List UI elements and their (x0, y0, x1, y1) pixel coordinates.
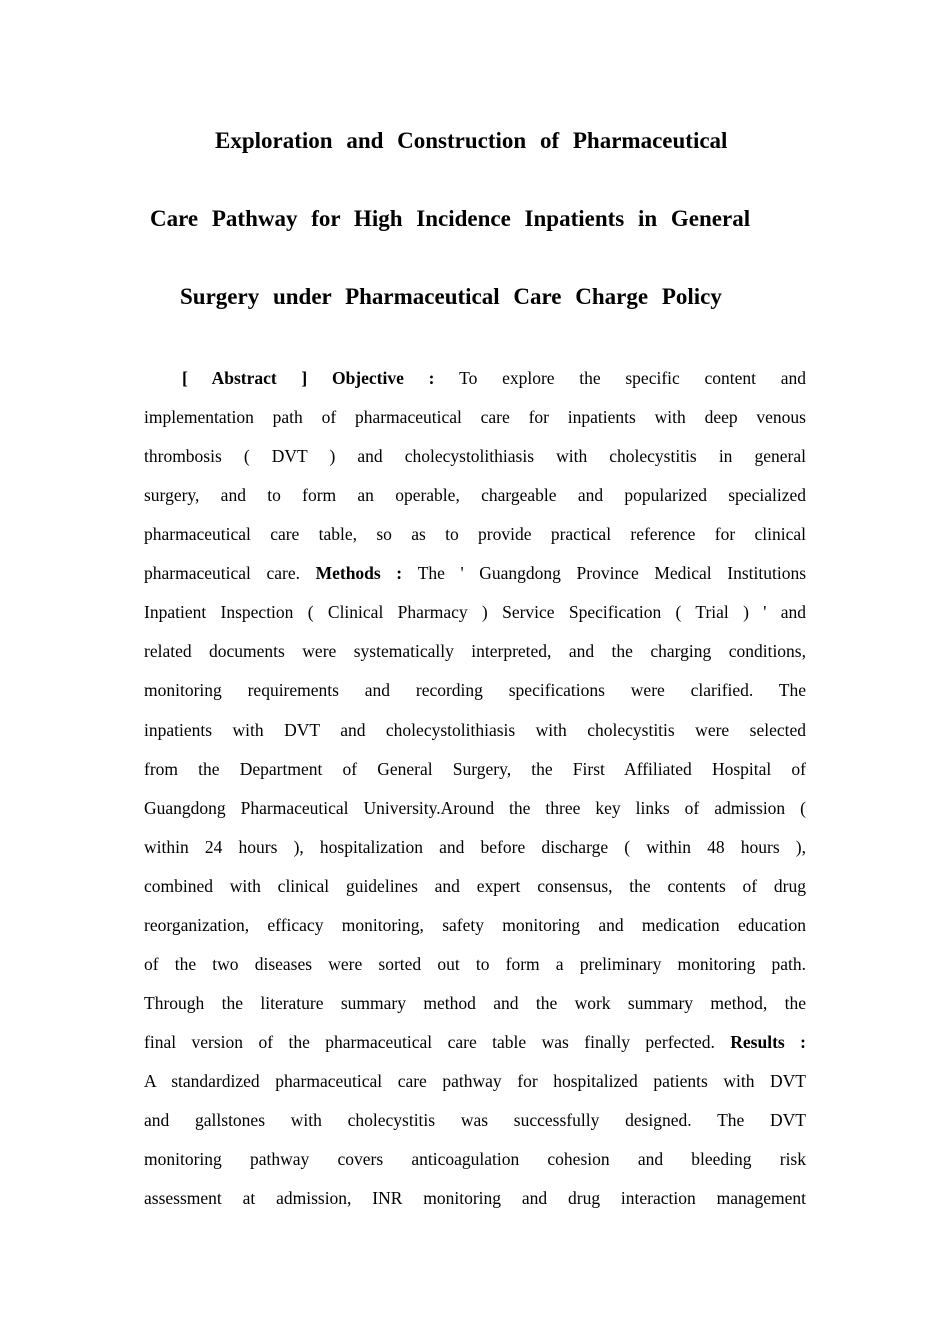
abstract-text: within 24 hours ), hospitalization and before discharge ( within 48 hours ), (144, 837, 806, 857)
abstract-text: implementation path of pharmaceutical care for inpatients with deep venous (144, 407, 806, 427)
abstract-line (144, 796, 806, 820)
abstract-text: and gallstones with cholecystitis was successfully designed. The DVT (144, 1110, 806, 1130)
abstract-line (144, 561, 806, 585)
abstract-text: Through the literature summary method and the work summary method, the (144, 993, 806, 1013)
abstract-line (144, 522, 806, 546)
abstract-objective-label: [ Abstract ] Objective : (182, 368, 460, 388)
abstract-line (144, 952, 806, 976)
abstract-line (144, 1186, 806, 1210)
abstract-text: Inpatient Inspection ( Clinical Pharmacy ) Service Specification ( Trial ) ' and (144, 602, 806, 622)
title-line-2: Care Pathway for High Incidence Inpatients in General (150, 206, 751, 231)
abstract-text: To explore the specific content and (459, 368, 806, 388)
abstract-line (182, 366, 806, 390)
abstract-text: assessment at admission, INR monitoring and drug interaction management (144, 1188, 806, 1208)
abstract-text: related documents were systematically interpreted, and the charging conditions, (144, 641, 806, 661)
abstract-line (144, 874, 806, 898)
title-line-3: Surgery under Pharmaceutical Care Charge Policy (180, 284, 722, 309)
abstract-text: of the two diseases were sorted out to form a preliminary monitoring path. (144, 954, 806, 974)
abstract-line (144, 405, 806, 429)
abstract-text: pharmaceutical care table, so as to provide practical reference for clinical (144, 524, 806, 544)
abstract-text: Guangdong Pharmaceutical University.Around the three key links of admission ( (144, 798, 806, 818)
abstract-line (144, 835, 806, 859)
abstract-text: The ' Guangdong Province Medical Institutions (417, 563, 807, 583)
abstract-line (144, 1147, 806, 1171)
abstract-line (144, 718, 806, 742)
abstract-line (144, 639, 806, 663)
abstract-text: monitoring pathway covers anticoagulation cohesion and bleeding risk (144, 1149, 806, 1169)
abstract-methods-label: Methods : (315, 563, 418, 583)
abstract-line (144, 600, 806, 624)
abstract-text: combined with clinical guidelines and expert consensus, the contents of drug (144, 876, 806, 896)
abstract-text: from the Department of General Surgery, the First Affiliated Hospital of (144, 759, 806, 779)
abstract-line (144, 1069, 806, 1093)
abstract-line (144, 1108, 806, 1132)
abstract-text: A standardized pharmaceutical care pathway for hospitalized patients with DVT (144, 1071, 806, 1091)
abstract-line (144, 1030, 806, 1054)
title-line-1: Exploration and Construction of Pharmaceutical (215, 128, 728, 153)
abstract-text: pharmaceutical care. (144, 563, 316, 583)
abstract-line (144, 678, 806, 702)
abstract-text: reorganization, efficacy monitoring, safety monitoring and medication education (144, 915, 806, 935)
abstract-text: inpatients with DVT and cholecystolithiasis with cholecystitis were selected (144, 720, 806, 740)
abstract-line (144, 757, 806, 781)
abstract-line (144, 483, 806, 507)
abstract-text: thrombosis ( DVT ) and cholecystolithiasis with cholecystitis in general (144, 446, 806, 466)
abstract-text: monitoring requirements and recording specifications were clarified. The (144, 680, 806, 700)
abstract-text: final version of the pharmaceutical care table was finally perfected. (144, 1032, 731, 1052)
abstract-line (144, 991, 806, 1015)
abstract-line (144, 913, 806, 937)
abstract-text: surgery, and to form an operable, chargeable and popularized specialized (144, 485, 806, 505)
abstract-line (144, 444, 806, 468)
abstract-results-label: Results : (730, 1032, 806, 1052)
